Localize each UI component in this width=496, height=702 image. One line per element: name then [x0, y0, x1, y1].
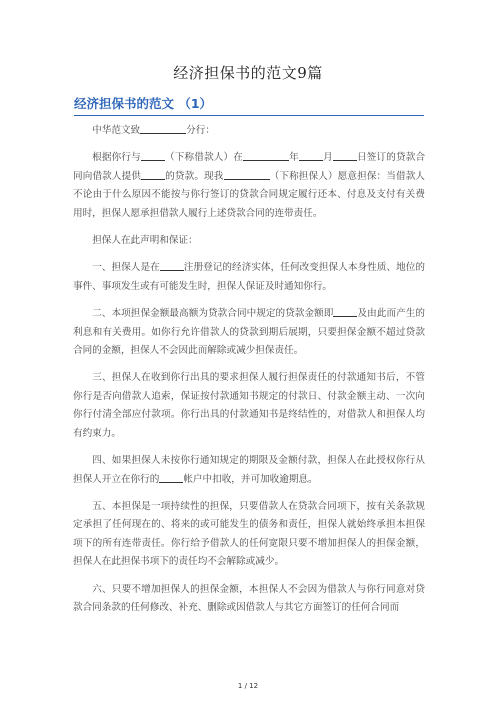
paragraph-clause-6: 六、只要不增加担保人的担保金额，本担保人不会因为借款人与你行同意对贷款合同条款的任何修改、补充、删除或因借款人与其它方面签订的任何合同而 [73, 583, 425, 613]
text: 帐户中扣收，并可加收逾期息。 [183, 473, 318, 485]
text: （下称担保人）愿意担保：当借款人不论由于什么原因不能按与你行签订的贷款合同规定履行还本、付息及支付有关费用时，担保人愿承担借款人履行上述贷款合同的连带责任。 [73, 170, 426, 219]
text: 注册登记的经济实体，任何改变担保人本身性质、地位的事件、事项发生或有可能发生时，担保人保证及时通知你行。 [73, 262, 426, 292]
text: 二、本项担保金额最高额为贷款合同中规定的贷款金额即 [92, 308, 334, 320]
blank-line [333, 306, 357, 317]
paragraph-intro [73, 149, 425, 223]
text: 中华范文致 [92, 125, 141, 136]
text: 及由此而产生的利息和有关费用。如你行允许借款人的贷款到期后展期，只要担保金额不超过贷款合同的金额，担保人不会因此而解除或减少担保责任。 [73, 308, 426, 357]
document-title: 经济担保书的范文9篇 [173, 64, 323, 82]
text: 四、如果担保人未按你行通知规定的期限及金额付款，担保人在此授权你行从担保人开立在你行的 [73, 455, 425, 485]
blank-line [141, 169, 165, 180]
section-heading: 经济担保书的范文 （1） [74, 94, 424, 116]
paragraph-declaration: 担保人在此声明和保证： [92, 235, 198, 247]
blank-line [299, 150, 323, 161]
text: （下称借款人）在 [164, 152, 244, 164]
paragraph-salutation [73, 122, 425, 140]
blank-line [141, 150, 165, 161]
text: 的贷款。现我 [165, 170, 224, 182]
blank-line [140, 123, 186, 134]
paragraph-clause-5: 五、本担保是一项持续性的担保，只要借款人在贷款合同项下，按有关条款规定承担了任何现在的、将来的或可能发生的债务和责任，担保人就始终承担本担保项下的所有连带责任。你行给予借款人的任何宽限只要不增加担保人的担保金额，担保人在此担保书项下的责任均不会解除或减少。 [73, 500, 425, 568]
text: 一、担保人是在 [92, 262, 160, 274]
text: 日签订的贷款合同向借款人提供 [73, 152, 426, 182]
paragraph-clause-2 [73, 305, 425, 360]
text: 月 [322, 152, 333, 164]
blank-line [333, 150, 357, 161]
blank-line [159, 472, 183, 483]
blank-line [160, 260, 184, 271]
blank-line [243, 150, 289, 161]
paragraph-clause-4 [73, 452, 425, 489]
document-body [73, 122, 425, 626]
page-number: 1 / 12 [237, 682, 259, 690]
paragraph-clause-1 [73, 259, 425, 296]
text: 根据你行与 [92, 152, 141, 164]
paragraph-clause-3: 三、担保人在收到你行出具的要求担保人履行担保责任的付款通知书后，不管你行是否向借款人追索，保证按付款通知书规定的付款日、付款金额主动、一次向你行付清全部应付款项。你行出具的付款通知书是终结性的，对借款人和担保人均有约束力。 [73, 372, 425, 439]
text: 分行： [186, 125, 215, 136]
text: 年 [289, 152, 299, 164]
blank-line [224, 169, 270, 180]
